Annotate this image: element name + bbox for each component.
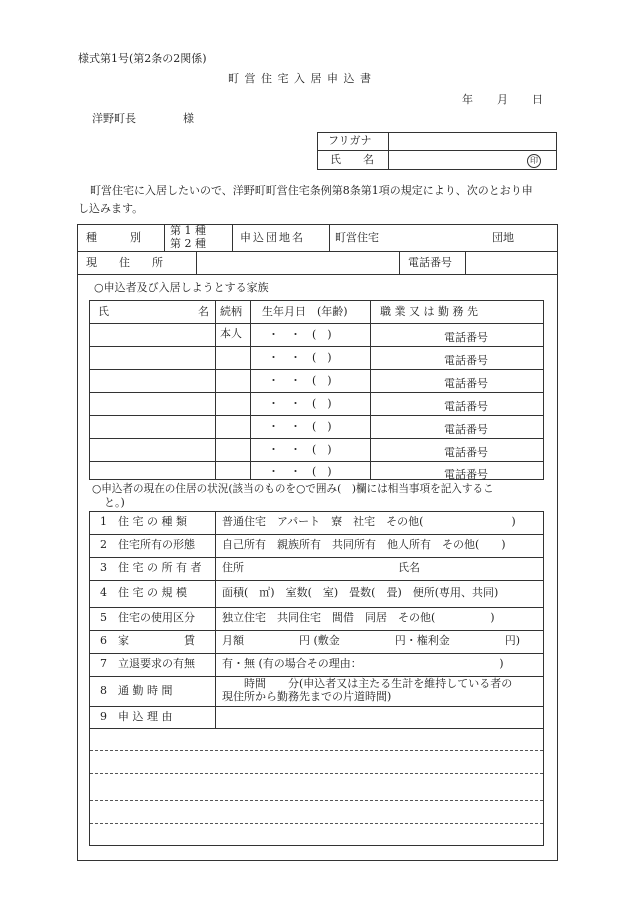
form-number: 様式第1号(第2条の2関係) [78,52,207,65]
housing-heading-2: と。) [104,496,125,509]
family-col-name-left: 氏 [98,305,109,318]
furigana-label: フリガナ [328,134,372,147]
family-row-birth[interactable]: ・ ・ ( ) [268,397,332,410]
family-col-relation: 続柄 [220,305,242,318]
housing-row-label-ownership: 住宅所有の形態 [118,538,195,551]
family-row-phone: 電話番号 [444,400,488,413]
family-row-phone: 電話番号 [444,354,488,367]
family-row-phone: 電話番号 [444,446,488,459]
housing-row-no: 9 [100,710,107,723]
housing-row-value-type[interactable]: 普通住宅 アパート 寮 社宅 その他( ) [222,515,516,528]
housing-row-label-eviction: 立退要求の有無 [118,657,195,670]
date-month-label: 月 [497,93,508,106]
housing-row-no: 5 [100,611,107,624]
housing-heading-1: ○申込者の現在の住居の状況(該当のものを○で囲み( )欄には相当事項を記入するこ [92,483,494,495]
housing-row-value-owner[interactable]: 住所 氏名 [222,561,420,574]
housing-row-value-commute-1[interactable]: 時間 分(申込者又は主たる生計を維持している者の [222,677,513,690]
housing-row-no: 7 [100,657,107,670]
family-heading: ○申込者及び入居しようとする家族 [94,281,269,294]
addressee-honorific: 様 [183,112,194,125]
housing-row-no: 8 [100,684,107,697]
housing-row-value-ownership[interactable]: 自己所有 親族所有 共同所有 他人所有 その他( ) [222,538,506,551]
intro-line-2: し込みます。 [78,202,144,215]
family-col-birth: 生年月日 (年齢) [262,305,348,318]
family-row-birth[interactable]: ・ ・ ( ) [268,420,332,433]
family-col-job: 職 業 又 は 勤 務 先 [380,305,478,318]
danchi-suffix: 団地 [492,231,514,244]
housing-row-label-commute: 通 勤 時 間 [118,684,173,697]
housing-row-value-commute-2: 現住所から勤務先までの片道時間) [222,690,392,703]
housing-row-value-usage[interactable]: 独立住宅 共同住宅 間借 同居 その他( ) [222,611,495,624]
danchi-field[interactable] [385,227,485,247]
reason-writing-area[interactable] [89,729,544,846]
housing-row-value-rent[interactable]: 月額 円 (敷金 円・権利金 円) [222,634,521,647]
housing-row-value-eviction[interactable]: 有・無 (有の場合その理由： ) [222,657,504,670]
family-row-phone: 電話番号 [444,468,488,481]
family-row-phone: 電話番号 [444,377,488,390]
danchi-prefix: 町営住宅 [335,231,379,244]
housing-row-label-usage: 住宅の使用区分 [118,611,195,624]
housing-row-no: 1 [100,515,107,528]
family-row-birth[interactable]: ・ ・ ( ) [268,328,332,341]
family-row-birth[interactable]: ・ ・ ( ) [268,351,332,364]
housing-row-no: 3 [100,561,107,574]
phone-label: 電話番号 [408,256,452,269]
danchi-label: 申込団地名 [240,231,305,244]
housing-row-label-rent: 家 賃 [118,634,195,647]
housing-row-label-type: 住 宅 の 種 類 [118,515,187,528]
phone-field[interactable] [467,253,556,272]
seal-mark: 印 [527,154,541,168]
housing-row-label-reason: 申 込 理 由 [118,710,173,723]
housing-row-no: 6 [100,634,107,647]
family-row-birth[interactable]: ・ ・ ( ) [268,374,332,387]
family-row-phone: 電話番号 [444,331,488,344]
family-col-name-right: 名 [198,305,209,318]
housing-row-value-size[interactable]: 面積( ㎡) 室数( 室) 畳数( 畳) 便所(専用、共同) [222,586,499,599]
addressee: 洋野町長 [92,112,136,125]
housing-row-no: 2 [100,538,107,551]
kind-option-1[interactable]: 第 1 種 [170,224,206,237]
date-day-label: 日 [532,93,543,106]
address-label: 現 住 所 [86,256,163,269]
address-field[interactable] [198,253,397,272]
name-label: 氏 名 [330,153,374,166]
housing-row-label-size: 住 宅 の 規 模 [118,586,187,599]
form-title: 町 営 住 宅 入 居 申 込 書 [228,72,372,85]
date-year-label: 年 [462,93,473,106]
kind-option-2[interactable]: 第 2 種 [170,237,206,250]
furigana-field[interactable] [389,133,556,149]
name-field[interactable] [389,151,519,169]
housing-row-label-owner: 住 宅 の 所 有 者 [118,561,202,574]
family-self-label: 本人 [220,327,242,340]
housing-row-no: 4 [100,586,107,599]
kind-label: 種 別 [86,231,141,244]
family-row-birth[interactable]: ・ ・ ( ) [268,443,332,456]
family-row-birth[interactable]: ・ ・ ( ) [268,465,332,478]
intro-line-1: 町営住宅に入居したいので、洋野町町営住宅条例第8条第1項の規定により、次のとおり申 [90,184,533,197]
family-row-phone: 電話番号 [444,423,488,436]
